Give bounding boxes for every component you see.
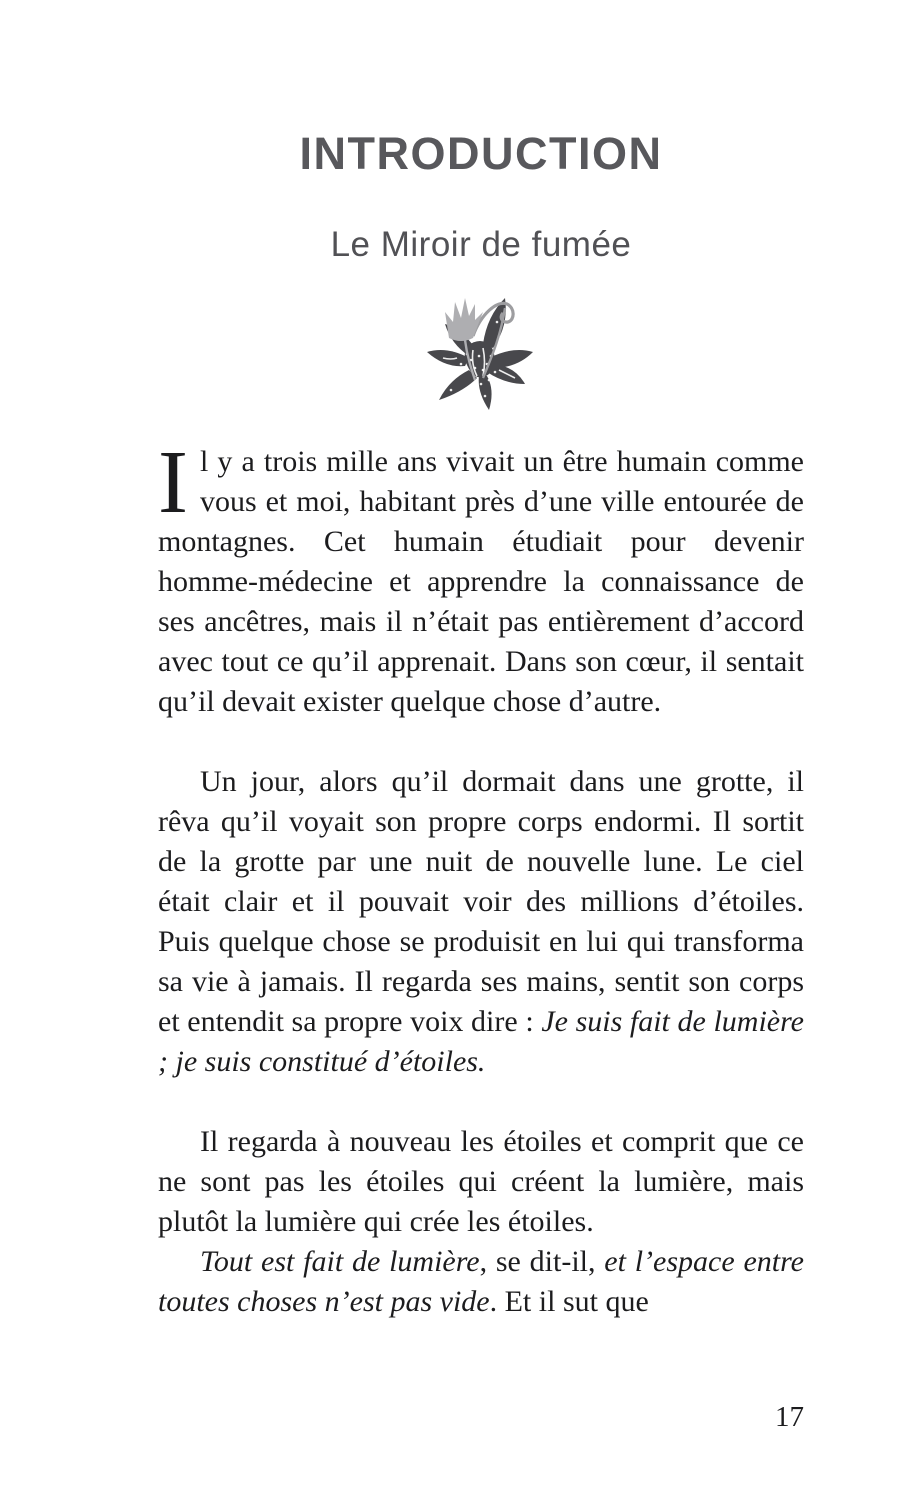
page-number: 17 (775, 1401, 804, 1433)
drop-cap: I (158, 433, 188, 532)
flower-leaf-ornament-icon (158, 284, 804, 418)
paragraph-3-text: Il regarda à nouveau les étoiles et comprit que ce ne sont pas les étoiles qui créent la lumière, mais plutôt la lumière qui crée les étoiles. (158, 1125, 804, 1238)
body-text (158, 433, 804, 1322)
paragraph-4 (158, 1242, 804, 1322)
paragraph-4-text-1: , se dit-il, (479, 1245, 605, 1278)
paragraph-2-italic-quote: Je suis fait de lumière ; je suis constitué d’étoiles. (158, 1005, 804, 1078)
paragraph-2-text: Un jour, alors qu’il dormait dans une grotte, il rêva qu’il voyait son propre corps endormi. Il sortit de la grotte par une nuit de nouvelle lune. Le ciel était clair et il pouvait voir des millions d’étoiles. Puis quelque chose se produisit en lui qui transforma sa vie à jamais. Il regarda ses mains, sentit son corps et entendit sa propre voix dire : (158, 765, 804, 1038)
paragraph-2 (158, 762, 804, 1082)
paragraph-4-text-2: . Et il sut que (489, 1285, 649, 1318)
paragraph-4-italic-2: et l’espace entre toutes choses n’est pas vide (158, 1245, 804, 1318)
chapter-subtitle: Le Miroir de fumée (330, 225, 632, 264)
chapter-header (158, 130, 804, 418)
paragraph-4-italic-1: Tout est fait de lumière (200, 1245, 480, 1278)
paragraph-1-text: l y a trois mille ans vivait un être humain comme vous et moi, habitant près d’une ville entourée de montagnes. Cet humain étudiait pour devenir homme-médecine et apprendre la connaissance de ses ancêtres, mais il n’était pas entièrement d’accord avec tout ce qu’il apprenait. Dans son cœur, il sentait qu’il devait exister quelque chose d’autre. (158, 445, 804, 718)
paragraph-1 (158, 433, 804, 722)
chapter-title: INTRODUCTION (299, 128, 663, 179)
paragraph-3 (158, 1122, 804, 1242)
